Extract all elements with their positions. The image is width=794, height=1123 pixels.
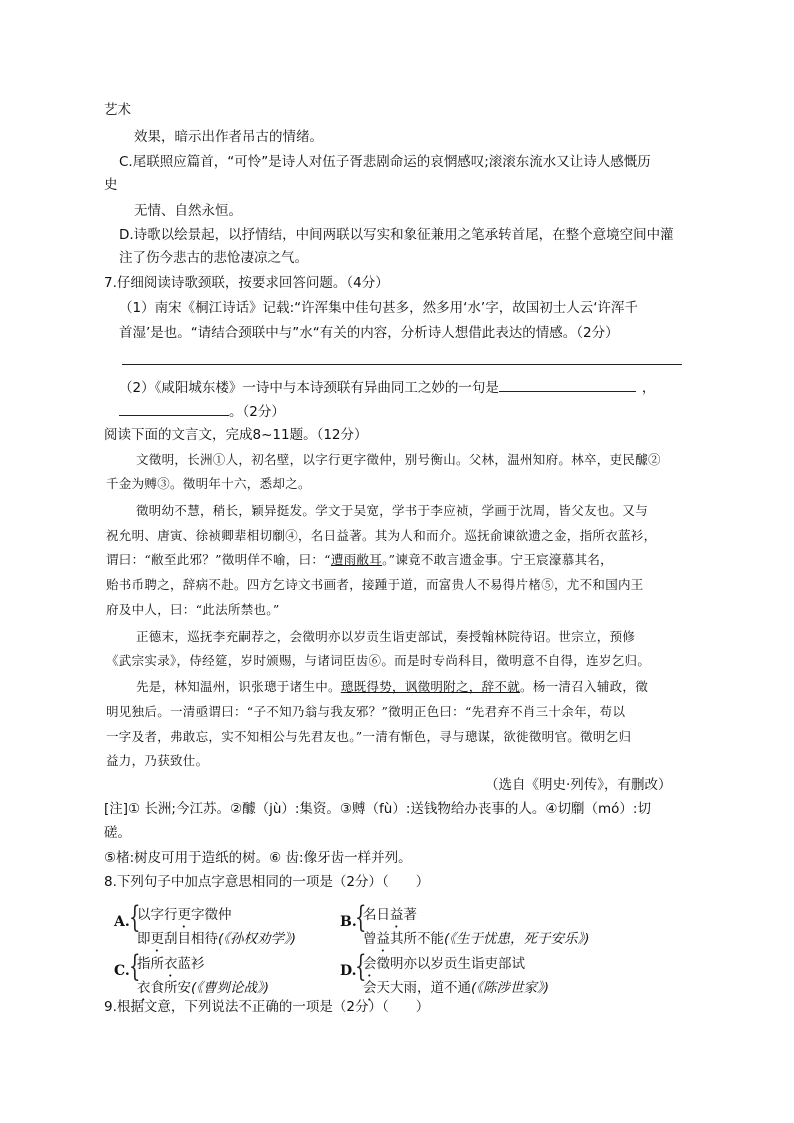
passage-line: 千金为赙③。徵明年十六，悉却之。 bbox=[106, 476, 311, 491]
passage-line: 明见独后。一清亟谓曰：“子不知乃翁与我友邪？”徵明正色曰：“先君弃不肖三十余年，苟以 bbox=[106, 704, 626, 719]
passage-line: 祝允明、唐寅、徐祯卿辈相切劘④，名日益著。其为人和而介。巡抚俞谏欲遗之金，指所衣蓝衫， bbox=[106, 528, 657, 543]
dotted-char: 益 bbox=[390, 907, 404, 923]
notes-line: 磋。 bbox=[104, 825, 131, 841]
passage-line: 徵明幼不慧，稍长，颖异挺发。学文于吴宽，学书于李应祯，学画于沈周，皆父友也。又与 bbox=[136, 503, 649, 518]
text-line: 效果，暗示出作者吊古的情绪。 bbox=[134, 129, 323, 145]
passage-text: 。”谏竟不敢言遗金事。宁王宸濠慕其名， bbox=[382, 552, 613, 567]
passage-line: 府及中人，曰：“此法所禁也。” bbox=[106, 602, 280, 617]
passage-line: 贻书币聘之，辞病不赴。四方乞诗文书画者，接踵于道，而富贵人不易得片楮⑤，尤不和国内王 bbox=[106, 577, 644, 592]
notes-line: ⑤楮:树皮可用于造纸的树。⑥ 齿:像牙齿一样并列。 bbox=[104, 850, 412, 866]
passage-source: （选自《明史·列传》，有删改） bbox=[485, 777, 672, 793]
dotted-char: 更 bbox=[177, 907, 191, 923]
dotted-char: 会 bbox=[363, 980, 377, 996]
brace-icon: { bbox=[355, 949, 367, 984]
option-a-line2: 即更刮目相待(《孙权劝学》) bbox=[137, 931, 297, 947]
passage-line: 《武宗实录》，侍经筵，岁时颁赐，与诸词臣齿⑥。而是时专尚科目，徵明意不自得，连岁乞归。 bbox=[106, 653, 651, 668]
passage-line: 正德末，巡抚李充嗣荐之，会徵明亦以岁贡生诣吏部试，奏授翰林院待诏。世宗立，预修 bbox=[136, 629, 636, 644]
brace-icon: { bbox=[129, 900, 141, 935]
passage-line bbox=[106, 551, 613, 569]
passage-line: 一字及者，弗敢忘，实不知相公与先君友也。”一清有惭色，寻与璁谋，欲徙徵明官。徵明乞归 bbox=[106, 729, 632, 744]
passage-line bbox=[136, 678, 648, 696]
question-7-part2 bbox=[119, 377, 655, 397]
passage-text: 。杨一清召入辅政，徵 bbox=[520, 679, 649, 694]
question-7-part2-text: （2）《咸阳城东楼》一诗中与本诗颈联有异曲同工之妙的一句是 bbox=[119, 380, 499, 396]
dotted-char: 更 bbox=[150, 931, 164, 947]
notes-line: [注]① 长洲;今江苏。②醵（jù）:集资。③赙（fù）:送钱物给办丧事的人。④切劘（mó）:切 bbox=[104, 801, 651, 817]
text-line: 艺术 bbox=[104, 102, 131, 118]
option-b-line1: 名日益著 bbox=[363, 907, 417, 923]
dotted-char: 衣 bbox=[137, 980, 151, 996]
dotted-char: 会 bbox=[363, 956, 377, 972]
underlined-sentence: 璁既得势，讽徵明附之，辞不就 bbox=[340, 679, 521, 694]
brace-icon: { bbox=[129, 949, 141, 984]
brace-icon: { bbox=[355, 900, 367, 935]
answer-line[interactable] bbox=[122, 364, 682, 365]
option-d-line2: 会天大雨，道不通(《陈涉世家》) bbox=[363, 980, 550, 996]
text-line: 史 bbox=[104, 177, 118, 193]
passage-intro: 阅读下面的文言文，完成8~11题。（12分） bbox=[104, 427, 368, 443]
question-7-part2 bbox=[119, 401, 285, 421]
answer-blank[interactable] bbox=[119, 401, 229, 416]
dotted-char: 益 bbox=[376, 931, 390, 947]
passage-text: 谓曰：“敝至此邪？”徵明佯不喻，曰：“ bbox=[106, 552, 331, 567]
option-d-label[interactable]: D. bbox=[340, 963, 357, 979]
option-c-line2: 衣食所安(《曹刿论战》) bbox=[137, 980, 270, 996]
option-b-label[interactable]: B. bbox=[340, 914, 357, 930]
passage-line: 文徵明，长洲①人，初名壁，以字行更字徵仲，别号衡山。父林，温州知府。林卒，吏民醵② bbox=[136, 452, 661, 467]
option-a-label[interactable]: A. bbox=[114, 914, 130, 930]
option-b-line2: 曾益其所不能(《生于忧患，死于安乐》) bbox=[363, 931, 590, 947]
question-8-stem: 8.下列句子中加点字意思相同的一项是（2分）（ ） bbox=[104, 874, 430, 890]
option-d-line1: 会徵明亦以岁贡生诣吏部试 bbox=[363, 956, 525, 972]
punct: ， bbox=[641, 380, 656, 396]
option-c-line1: 指所衣蓝衫 bbox=[137, 956, 205, 972]
score-note: 。（2分） bbox=[229, 404, 285, 420]
option-a-line1: 以字行更字徵仲 bbox=[137, 907, 232, 923]
option-c-label[interactable]: C. bbox=[114, 963, 130, 979]
passage-line: 益力，乃获致仕。 bbox=[106, 753, 209, 768]
dotted-char: 衣 bbox=[164, 956, 178, 972]
text-line: 无情、自然永恒。 bbox=[134, 203, 242, 219]
question-7-stem: 7.仔细阅读诗歌颈联，按要求回答问题。（4分） bbox=[104, 275, 389, 291]
question-7-part1: （1）南宋《桐江诗话》记载:“许浑集中佳句甚多，然多用‘水’字，故国初士人云‘许浑千 bbox=[119, 300, 639, 316]
answer-blank[interactable] bbox=[499, 377, 636, 392]
passage-text: 先是，林知温州，识张璁于诸生中。 bbox=[136, 679, 341, 694]
question-9-stem: 9.根据文意，下列说法不正确的一项是（2分）（ ） bbox=[104, 999, 430, 1015]
question-7-part1: 首湿’是也。“请结合颈联中与”水“有关的内容，分析诗人想借此表达的情感。（2分） bbox=[119, 325, 619, 341]
option-c-text: C.尾联照应篇首，“可怜”是诗人对伍子胥悲剧命运的哀惘感叹;滚滚东流水又让诗人感慨历 bbox=[119, 154, 651, 170]
text-line: 注了伤今悲古的悲怆凄凉之气。 bbox=[119, 250, 308, 266]
option-d-text: D.诗歌以绘景起，以抒情结，中间两联以写实和象征兼用之笔承转首尾，在整个意境空间中灌 bbox=[119, 227, 674, 243]
underlined-sentence: 遭雨敝耳 bbox=[330, 552, 383, 567]
